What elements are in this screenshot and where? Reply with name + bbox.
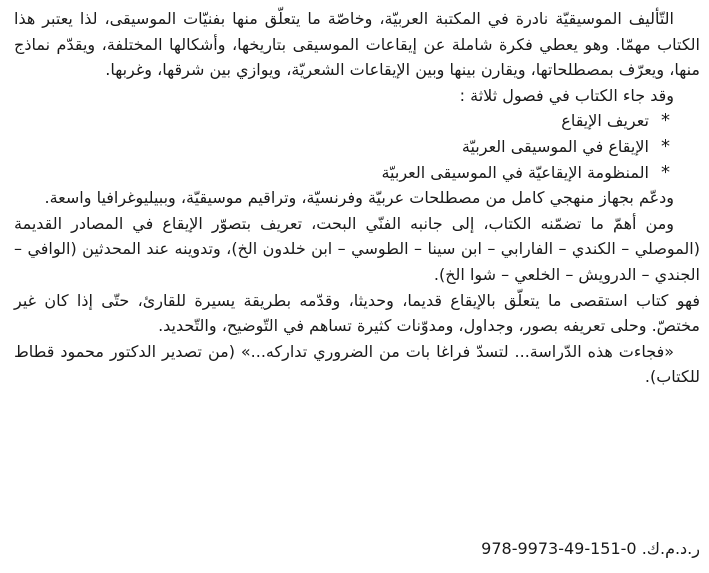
book-description <box>14 6 700 390</box>
chapter-title: المنظومة الإيقاعيّة في الموسيقى العربيّة <box>381 162 649 182</box>
chapter-item <box>14 134 670 160</box>
chapters-list <box>14 108 700 185</box>
chapter-item <box>14 108 670 134</box>
chapter-title: تعريف الإيقاع <box>561 111 649 131</box>
summary-paragraph: فهو كتاب استقصى ما يتعلّق بالإيقاع قديما، وحديثا، وقدّمه بطريقة يسيرة للقارئ، حتّى إذا كان غير مختصّ. وحلى تعريفه بصور، وجداول، ومدوّنات كثيرة تساهم في التّوضيح، والتّحديد. <box>14 290 700 336</box>
isbn-number: 978-9973-49-151-0 <box>481 539 637 558</box>
bullet-mark: * <box>661 135 670 157</box>
bullet-mark: * <box>661 110 670 132</box>
chapter-title: الإيقاع في الموسيقى العربيّة <box>461 136 649 156</box>
intro-paragraph: التّأليف الموسيقيّة نادرة في المكتبة العربيّة، وخاصّة ما يتعلّق منها بفنيّات الموسيقى، لذا يعتبر هذا الكتاب مهمّا. وهو يعطي فكرة شاملة عن إيقاعات الموسيقى بتاريخها، وأشكالها المختلفة، ويقدّم نماذج منها، ويعرّف بمصطلحاتها، ويقارن بينها وبين الإيقاعات الشعريّة، ويوازي بين شرقها، وغربها. <box>14 9 700 80</box>
sources-paragraph: ومن أهمّ ما تضمّنه الكتاب، إلى جانبه الفنّي البحت، تعريف بتصوّر الإيقاع في المصادر القديمة (الموصلي – الكندي – الفارابي – ابن سينا – الطوسي – ابن خلدون الخ)، وتدوينه عند المحدثين (الوافي – الجندي – الدرويش – الخلعي – شوا الخ). <box>14 213 700 284</box>
apparatus-paragraph: ودعّم بجهاز منهجي كامل من مصطلحات عربيّة وفرنسيّة، وتراقيم موسيقيّة، وببيليوغرافيا واسعة. <box>44 188 674 208</box>
chapters-intro: وقد جاء الكتاب في فصول ثلاثة : <box>459 85 674 105</box>
bullet-mark: * <box>661 161 670 183</box>
chapter-item <box>14 160 670 186</box>
isbn-label: ر.د.م.ك. <box>641 539 700 558</box>
preface-quote: «فجاءت هذه الدّراسة... لتسدّ فراغا بات من الضروري تداركه...» (من تصدير الدكتور محمود قطاط للكتاب). <box>14 341 700 387</box>
isbn-line <box>420 539 700 558</box>
